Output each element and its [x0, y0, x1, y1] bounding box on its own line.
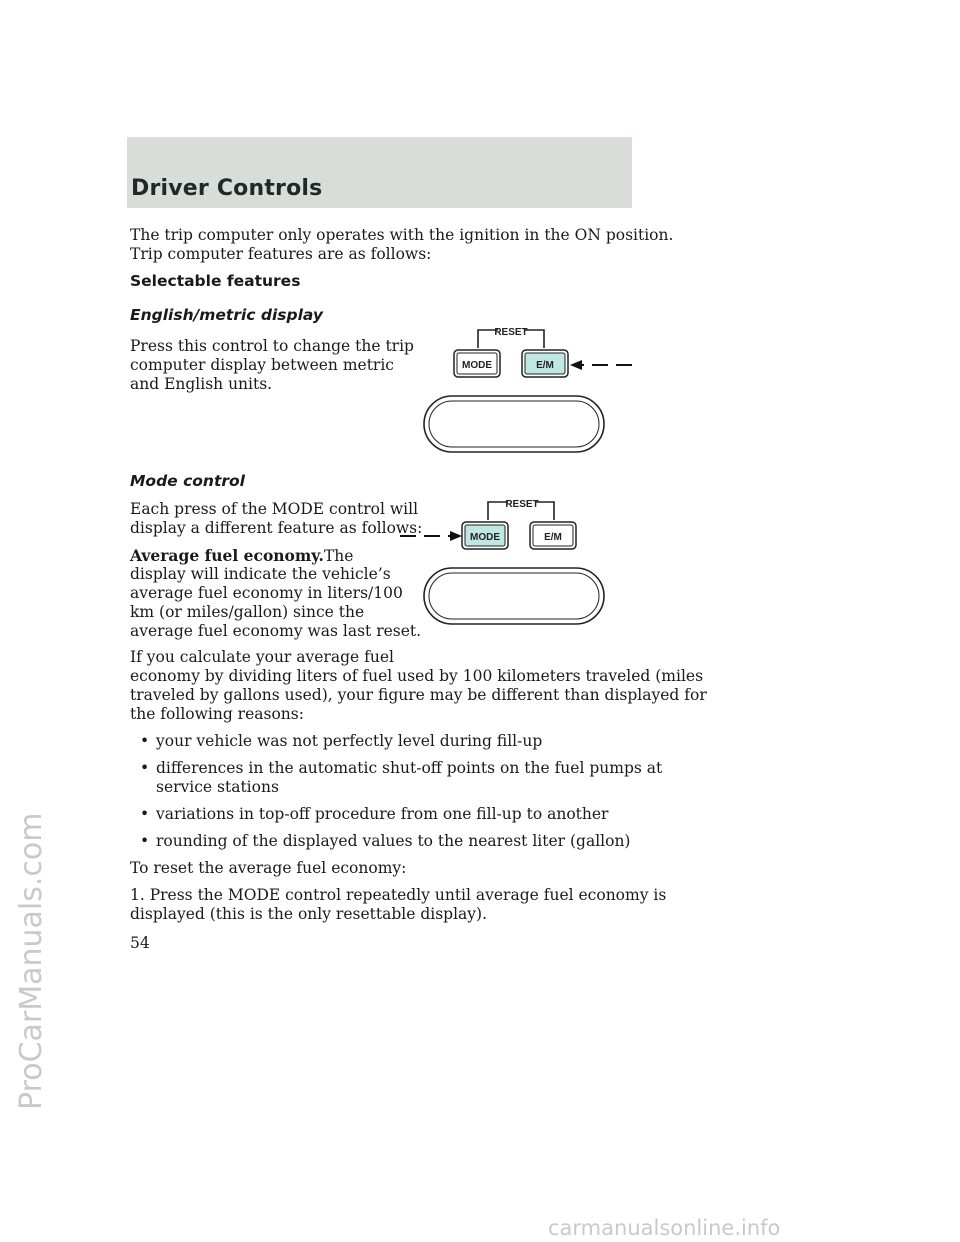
avg-fuel-line-4: average fuel economy was last reset. — [130, 622, 422, 640]
display-screen — [424, 396, 604, 452]
avg-fuel-line-1: display will indicate the vehicle’s — [130, 565, 391, 583]
reset-intro: To reset the average fuel economy: — [130, 859, 407, 877]
avg-fuel-lead-line — [130, 546, 353, 566]
step-1-line-1: 1. Press the MODE control repeatedly until average fuel economy is — [130, 886, 667, 904]
trip-computer-diagram-em — [420, 320, 640, 460]
avg-fuel-lead: Average fuel economy. — [130, 546, 324, 565]
page-number: 54 — [130, 934, 150, 952]
mode-control-heading: Mode control — [130, 472, 245, 490]
bullet-icon: • — [140, 759, 150, 777]
pointer-arrow-icon — [400, 531, 462, 541]
pointer-arrow-icon — [570, 360, 632, 370]
bullet-icon: • — [140, 805, 150, 823]
english-metric-line-1: Press this control to change the trip — [130, 337, 414, 355]
mode-control-line-1: Each press of the MODE control will — [130, 500, 419, 518]
avg-fuel-lead-rest: The — [323, 547, 354, 565]
section-title: Driver Controls — [131, 176, 323, 201]
intro-line-2: Trip computer features are as follows: — [130, 245, 432, 263]
english-metric-heading: English/metric display — [130, 306, 324, 324]
display-screen — [424, 568, 604, 624]
english-metric-line-2: computer display between metric — [130, 356, 394, 374]
mode-button-label: MODE — [462, 360, 492, 371]
calc-line-1: If you calculate your average fuel — [130, 648, 394, 666]
mode-button-label: MODE — [470, 532, 500, 543]
reset-label: RESET — [494, 327, 528, 338]
side-watermark: ProCarManuals.com — [14, 812, 49, 1110]
intro-line-1: The trip computer only operates with the ignition in the ON position. — [130, 226, 674, 244]
trip-computer-diagram-mode — [396, 490, 616, 630]
bottom-watermark: carmanualsonline.info — [548, 1216, 781, 1240]
bullet-icon: • — [140, 832, 150, 850]
reset-label: RESET — [505, 499, 539, 510]
calc-line-4: the following reasons: — [130, 705, 304, 723]
calc-line-3: traveled by gallons used), your figure may be different than displayed for — [130, 686, 707, 704]
avg-fuel-line-2: average fuel economy in liters/100 — [130, 584, 403, 602]
em-button-label: E/M — [536, 360, 554, 371]
bullet-icon: • — [140, 732, 150, 750]
avg-fuel-line-3: km (or miles/gallon) since the — [130, 603, 365, 621]
calc-line-2: economy by dividing liters of fuel used by 100 kilometers traveled (miles — [130, 667, 704, 685]
selectable-features-heading: Selectable features — [130, 272, 301, 290]
step-1-line-2: displayed (this is the only resettable display). — [130, 905, 488, 923]
mode-control-line-2: display a different feature as follows: — [130, 519, 423, 537]
english-metric-line-3: and English units. — [130, 375, 273, 393]
em-button-label: E/M — [544, 532, 562, 543]
